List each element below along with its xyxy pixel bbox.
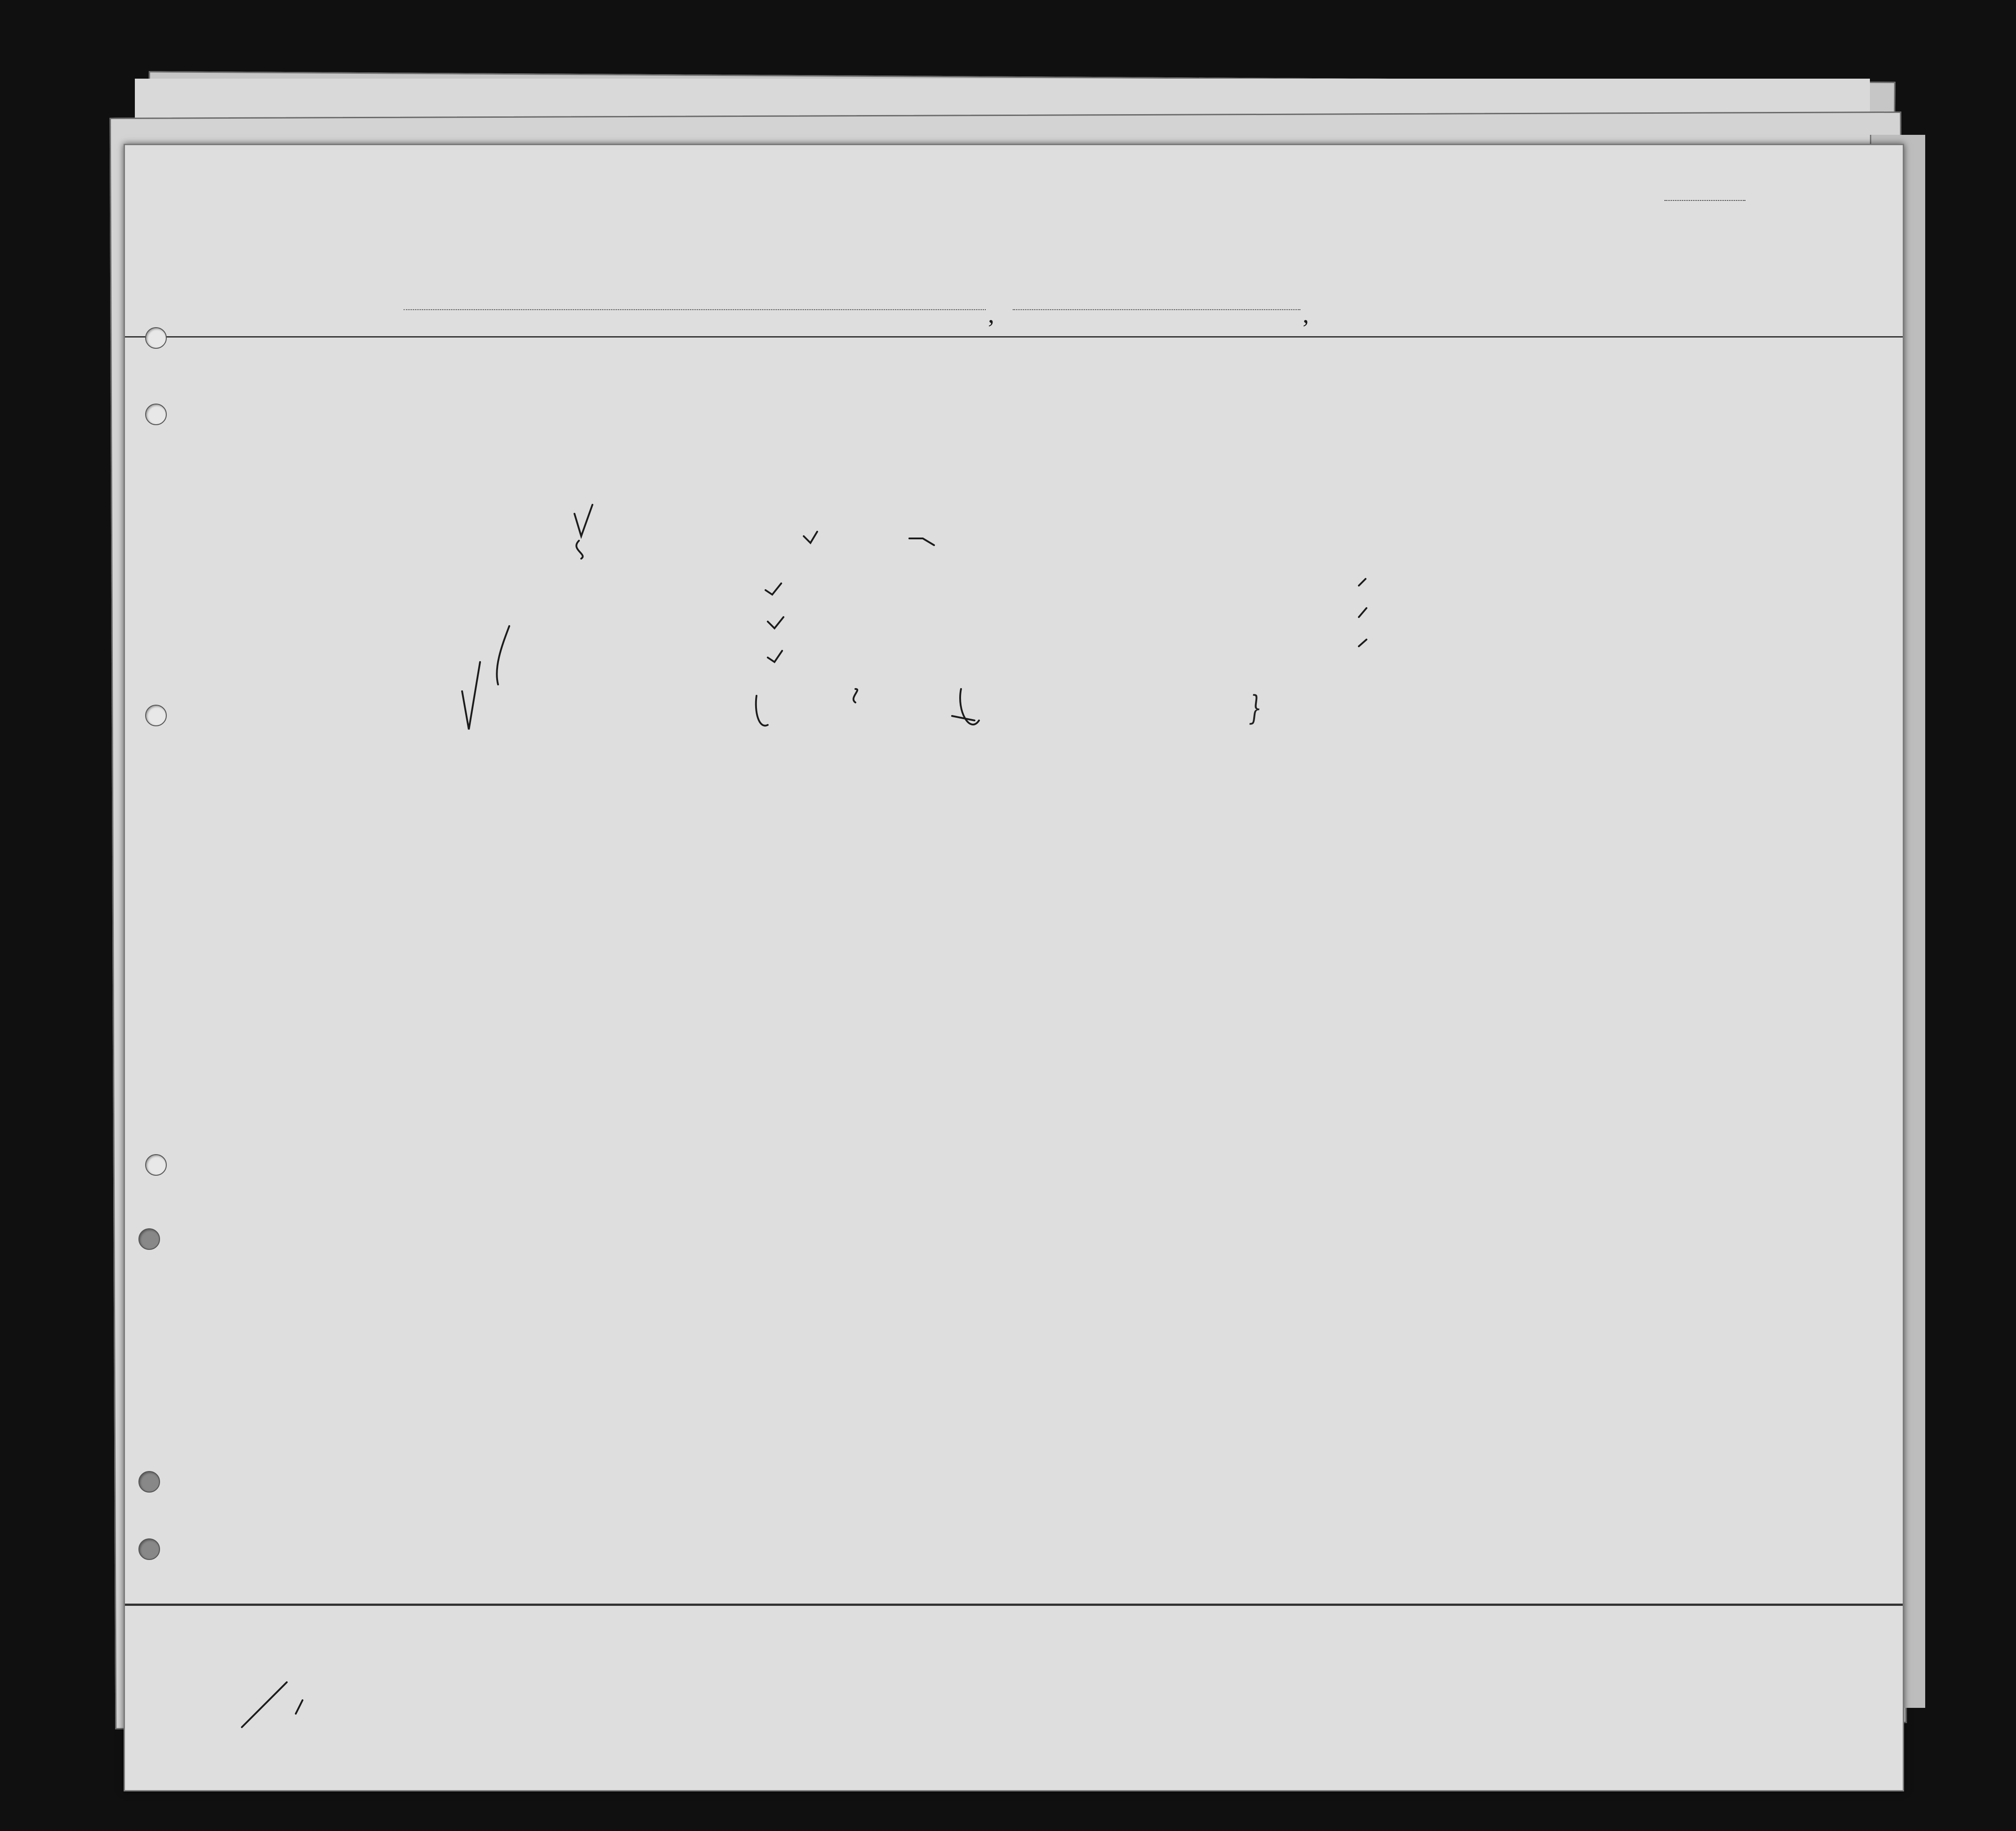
manifest-sheet: , , } bbox=[124, 144, 1904, 1791]
punch-hole bbox=[138, 1538, 160, 1560]
punch-hole bbox=[145, 1154, 167, 1176]
punch-hole bbox=[145, 404, 167, 425]
punch-hole bbox=[145, 327, 167, 349]
handwritten-brace: } bbox=[1249, 688, 1262, 728]
handwritten-marks bbox=[125, 145, 1903, 1790]
punch-hole bbox=[145, 705, 167, 726]
punch-hole bbox=[138, 1228, 160, 1250]
form-bottom-border bbox=[125, 1604, 1903, 1606]
punch-hole bbox=[138, 1471, 160, 1493]
